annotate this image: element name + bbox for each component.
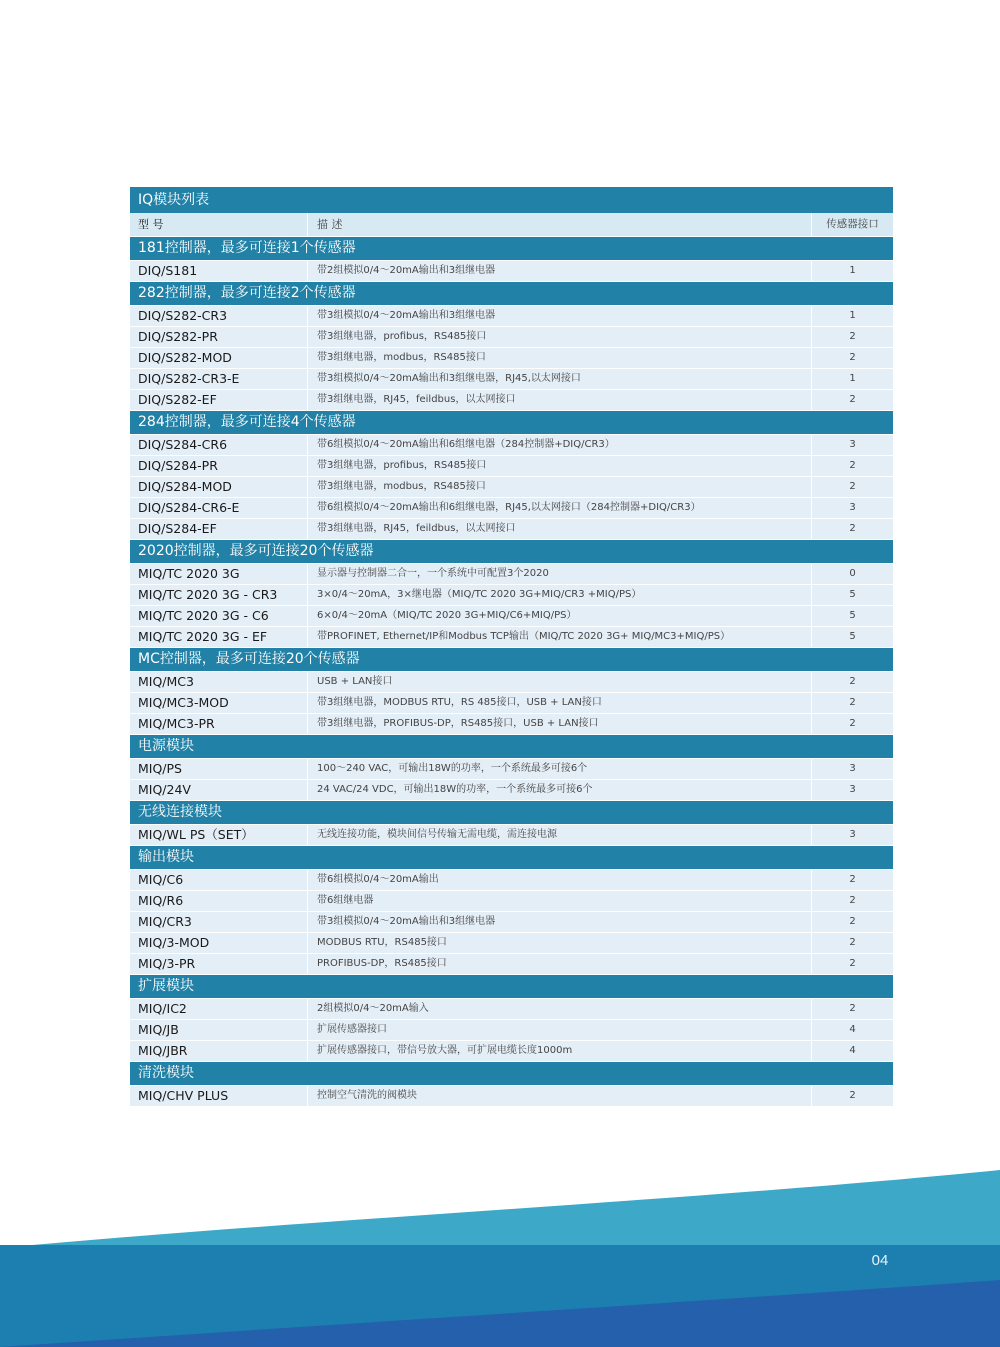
cell-description: 带PROFINET, Ethernet/IP和Modbus TCP输出（MIQ/TC 2020 3G+ MIQ/MC3+MIQ/PS） xyxy=(308,627,812,647)
table-row xyxy=(130,890,893,911)
cell-sensor-ports: 3 xyxy=(849,502,856,513)
cell-model: DIQ/S181 xyxy=(130,261,308,281)
table-row xyxy=(130,305,893,326)
table-row xyxy=(130,1085,893,1106)
cell-model: DIQ/S284-PR xyxy=(130,456,308,476)
cell-sensor-ports: 4 xyxy=(849,1024,856,1035)
cell-model: MIQ/CHV PLUS xyxy=(130,1086,308,1106)
cell-description: 带3组继电器，profibus，RS485接口 xyxy=(308,456,812,476)
cell-sensor-ports: 2 xyxy=(849,895,856,906)
table-body xyxy=(130,236,893,1106)
cell-description: 扩展传感器接口，带信号放大器，可扩展电缆长度1000m xyxy=(308,1041,812,1061)
cell-description: PROFIBUS-DP，RS485接口 xyxy=(308,954,812,974)
page-number: 04 xyxy=(871,1252,889,1269)
cell-sensor-ports: 3 xyxy=(849,439,856,450)
cell-model: MIQ/MC3-MOD xyxy=(130,693,308,713)
table-row xyxy=(130,455,893,476)
cell-sensor-ports: 5 xyxy=(849,631,856,642)
cell-model: MIQ/MC3-PR xyxy=(130,714,308,734)
table-title: IQ模块列表 xyxy=(130,187,893,213)
table-header xyxy=(130,213,893,236)
cell-description: 6×0/4～20mA（MIQ/TC 2020 3G+MIQ/C6+MIQ/PS） xyxy=(308,606,812,626)
cell-model: DIQ/S284-MOD xyxy=(130,477,308,497)
cell-sensor-ports: 2 xyxy=(849,676,856,687)
cell-description: 带3组继电器，MODBUS RTU，RS 485接口，USB + LAN接口 xyxy=(308,693,812,713)
table-row xyxy=(130,758,893,779)
table-row xyxy=(130,260,893,281)
cell-model: DIQ/S284-EF xyxy=(130,519,308,539)
cell-description: 带3组继电器，modbus，RS485接口 xyxy=(308,348,812,368)
cell-description: 3×0/4～20mA，3×继电器（MIQ/TC 2020 3G+MIQ/CR3 +MIQ/PS） xyxy=(308,585,812,605)
footer-wave xyxy=(0,1160,1000,1347)
cell-sensor-ports: 0 xyxy=(849,568,856,579)
cell-sensor-ports: 1 xyxy=(849,373,856,384)
cell-sensor-ports: 2 xyxy=(849,958,856,969)
cell-sensor-ports: 4 xyxy=(849,1045,856,1056)
cell-description: 带3组继电器，RJ45，feildbus，以太网接口 xyxy=(308,390,812,410)
cell-model: MIQ/TC 2020 3G - CR3 xyxy=(130,585,308,605)
cell-description: 带6组模拟0/4～20mA输出 xyxy=(308,870,812,890)
cell-sensor-ports: 5 xyxy=(849,589,856,600)
table-row xyxy=(130,476,893,497)
cell-sensor-ports: 2 xyxy=(849,331,856,342)
cell-description: 控制空气清洗的阀模块 xyxy=(308,1086,812,1106)
cell-sensor-ports: 5 xyxy=(849,610,856,621)
cell-description: 显示器与控制器二合一，一个系统中可配置3个2020 xyxy=(308,564,812,584)
cell-description: 无线连接功能，模块间信号传输无需电缆，需连接电源 xyxy=(308,825,812,845)
cell-model: MIQ/WL PS（SET） xyxy=(130,825,308,845)
cell-model: MIQ/TC 2020 3G - C6 xyxy=(130,606,308,626)
cell-model: MIQ/24V xyxy=(130,780,308,800)
table-row xyxy=(130,605,893,626)
cell-model: DIQ/S284-CR6 xyxy=(130,435,308,455)
cell-description: 带3组继电器，profibus，RS485接口 xyxy=(308,327,812,347)
cell-description: 带3组继电器，PROFIBUS-DP，RS485接口，USB + LAN接口 xyxy=(308,714,812,734)
table-row xyxy=(130,779,893,800)
cell-description: 带3组模拟0/4～20mA输出和3组继电器，RJ45,以太网接口 xyxy=(308,369,812,389)
section-header: 电源模块 xyxy=(130,734,893,758)
cell-description: 扩展传感器接口 xyxy=(308,1020,812,1040)
cell-description: USB + LAN接口 xyxy=(308,672,812,692)
iq-module-table xyxy=(130,187,893,1106)
cell-description: 24 VAC/24 VDC，可输出18W的功率，一个系统最多可接6个 xyxy=(308,780,812,800)
cell-model: MIQ/JB xyxy=(130,1020,308,1040)
cell-sensor-ports: 2 xyxy=(849,937,856,948)
section-header: 无线连接模块 xyxy=(130,800,893,824)
table-row xyxy=(130,389,893,410)
cell-sensor-ports: 2 xyxy=(849,460,856,471)
section-header: MC控制器，最多可连接20个传感器 xyxy=(130,647,893,671)
header-model: 型 号 xyxy=(130,213,308,236)
cell-sensor-ports: 2 xyxy=(849,1090,856,1101)
cell-model: MIQ/JBR xyxy=(130,1041,308,1061)
table-row xyxy=(130,671,893,692)
cell-sensor-ports: 1 xyxy=(849,310,856,321)
cell-model: DIQ/S282-CR3 xyxy=(130,306,308,326)
section-header: 扩展模块 xyxy=(130,974,893,998)
table-row xyxy=(130,584,893,605)
cell-description: 2组模拟0/4～20mA输入 xyxy=(308,999,812,1019)
cell-description: 带3组继电器，modbus，RS485接口 xyxy=(308,477,812,497)
table-row xyxy=(130,932,893,953)
section-header: 284控制器，最多可连接4个传感器 xyxy=(130,410,893,434)
table-row xyxy=(130,1040,893,1061)
cell-model: DIQ/S282-EF xyxy=(130,390,308,410)
cell-sensor-ports: 3 xyxy=(849,829,856,840)
cell-description: 100～240 VAC，可输出18W的功率，一个系统最多可接6个 xyxy=(308,759,812,779)
cell-model: MIQ/PS xyxy=(130,759,308,779)
table-row xyxy=(130,1019,893,1040)
header-description: 描 述 xyxy=(308,213,812,236)
table-row xyxy=(130,998,893,1019)
table-row xyxy=(130,434,893,455)
cell-model: MIQ/IC2 xyxy=(130,999,308,1019)
section-header: 282控制器，最多可连接2个传感器 xyxy=(130,281,893,305)
cell-description: 带6组模拟0/4～20mA输出和6组继电器，RJ45,以太网接口（284控制器+DIQ/CR3） xyxy=(308,498,812,518)
cell-description: 带3组模拟0/4～20mA输出和3组继电器 xyxy=(308,912,812,932)
cell-sensor-ports: 2 xyxy=(849,1003,856,1014)
cell-sensor-ports: 2 xyxy=(849,697,856,708)
cell-description: 带6组模拟0/4～20mA输出和6组继电器（284控制器+DIQ/CR3） xyxy=(308,435,812,455)
cell-description: MODBUS RTU，RS485接口 xyxy=(308,933,812,953)
cell-sensor-ports: 2 xyxy=(849,352,856,363)
cell-model: MIQ/3-PR xyxy=(130,954,308,974)
section-header: 输出模块 xyxy=(130,845,893,869)
cell-sensor-ports: 3 xyxy=(849,784,856,795)
cell-description: 带2组模拟0/4～20mA输出和3组继电器 xyxy=(308,261,812,281)
table-row xyxy=(130,563,893,584)
table-row xyxy=(130,626,893,647)
cell-model: MIQ/R6 xyxy=(130,891,308,911)
section-header: 清洗模块 xyxy=(130,1061,893,1085)
cell-description: 带3组继电器，RJ45，feildbus，以太网接口 xyxy=(308,519,812,539)
cell-sensor-ports: 2 xyxy=(849,481,856,492)
cell-sensor-ports: 2 xyxy=(849,523,856,534)
cell-model: MIQ/C6 xyxy=(130,870,308,890)
cell-sensor-ports: 2 xyxy=(849,718,856,729)
cell-model: MIQ/TC 2020 3G - EF xyxy=(130,627,308,647)
cell-model: DIQ/S282-CR3-E xyxy=(130,369,308,389)
table-row xyxy=(130,953,893,974)
section-header: 181控制器，最多可连接1个传感器 xyxy=(130,236,893,260)
table-row xyxy=(130,326,893,347)
table-row xyxy=(130,692,893,713)
cell-model: DIQ/S282-PR xyxy=(130,327,308,347)
cell-model: DIQ/S284-CR6-E xyxy=(130,498,308,518)
cell-sensor-ports: 3 xyxy=(849,763,856,774)
table-row xyxy=(130,824,893,845)
table-row xyxy=(130,713,893,734)
cell-description: 带3组模拟0/4～20mA输出和3组继电器 xyxy=(308,306,812,326)
cell-sensor-ports: 1 xyxy=(849,265,856,276)
table-row xyxy=(130,869,893,890)
section-header: 2020控制器，最多可连接20个传感器 xyxy=(130,539,893,563)
cell-model: MIQ/3-MOD xyxy=(130,933,308,953)
cell-model: DIQ/S282-MOD xyxy=(130,348,308,368)
cell-sensor-ports: 2 xyxy=(849,916,856,927)
cell-model: MIQ/MC3 xyxy=(130,672,308,692)
cell-model: MIQ/CR3 xyxy=(130,912,308,932)
table-row xyxy=(130,518,893,539)
table-row xyxy=(130,347,893,368)
table-row xyxy=(130,497,893,518)
header-sensor-ports: 传感器接口 xyxy=(826,218,879,230)
table-row xyxy=(130,368,893,389)
cell-model: MIQ/TC 2020 3G xyxy=(130,564,308,584)
cell-description: 带6组继电器 xyxy=(308,891,812,911)
cell-sensor-ports: 2 xyxy=(849,874,856,885)
cell-sensor-ports: 2 xyxy=(849,394,856,405)
table-row xyxy=(130,911,893,932)
